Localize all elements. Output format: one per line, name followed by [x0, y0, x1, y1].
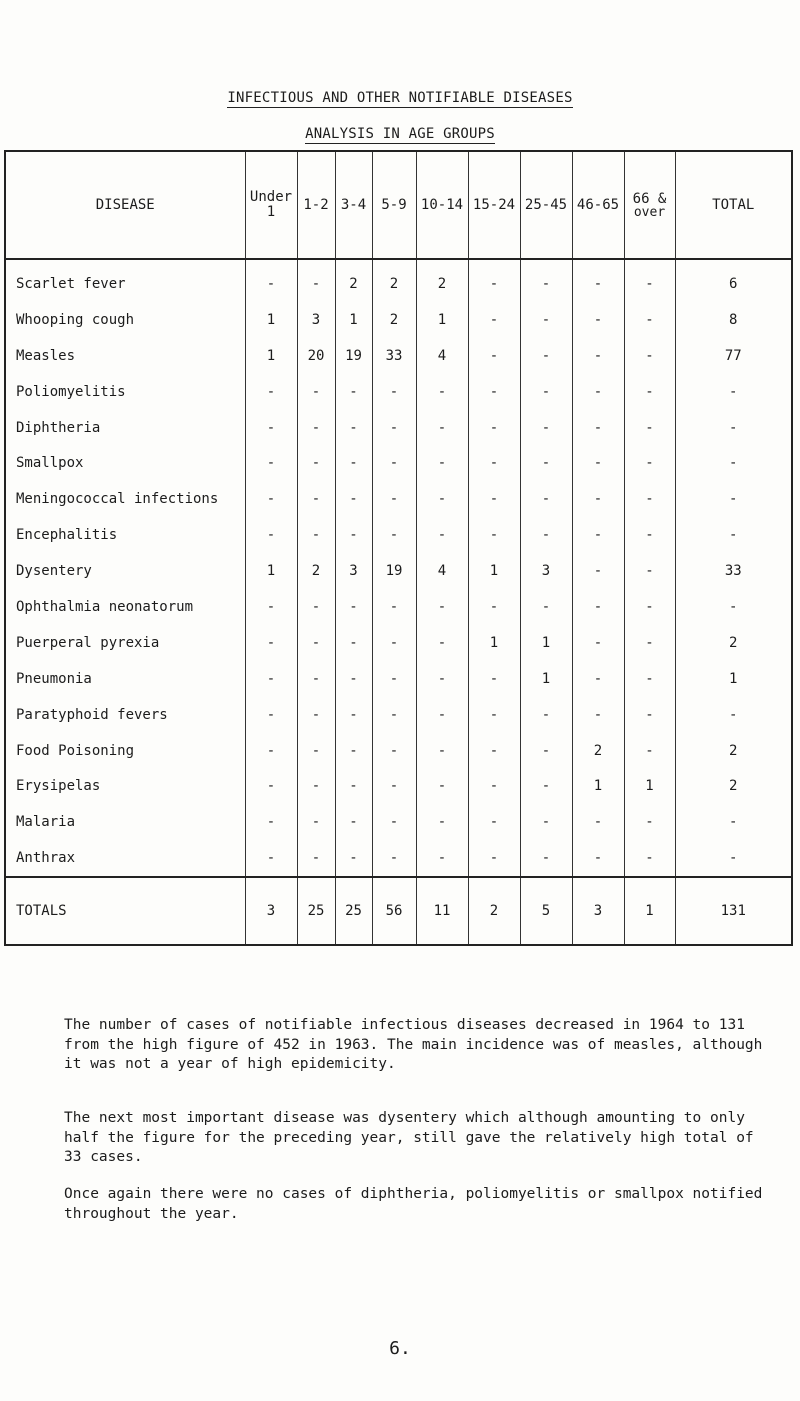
disease-name: Encephalitis	[5, 517, 245, 553]
count-cell: 1	[520, 625, 572, 661]
count-cell: -	[297, 768, 335, 804]
disease-name: Anthrax	[5, 840, 245, 877]
count-cell: 2	[335, 259, 372, 302]
count-cell: -	[520, 517, 572, 553]
count-cell: -	[335, 768, 372, 804]
table-row	[5, 481, 792, 517]
paragraph-dysentery: The next most important disease was dysentery which although amounting to only half the figure for the preceding year, still gave the relatively high total of 33 cases.	[64, 1110, 754, 1165]
count-cell: -	[372, 804, 416, 840]
count-cell: -	[520, 804, 572, 840]
total-cell: 56	[372, 877, 416, 945]
disease-name: Measles	[5, 338, 245, 374]
disease-name: Puerperal pyrexia	[5, 625, 245, 661]
count-cell: -	[572, 840, 624, 877]
count-cell: -	[520, 445, 572, 481]
disease-name: Paratyphoid fevers	[5, 697, 245, 733]
count-cell: -	[335, 661, 372, 697]
total-cell: 131	[675, 877, 792, 945]
total-cell: 25	[335, 877, 372, 945]
table-row	[5, 553, 792, 589]
count-cell: 2	[675, 625, 792, 661]
count-cell: -	[416, 625, 468, 661]
count-cell: -	[297, 259, 335, 302]
count-cell: -	[675, 481, 792, 517]
table-row	[5, 804, 792, 840]
count-cell: 8	[675, 302, 792, 338]
paragraph-notifiable-decrease: The number of cases of notifiable infectious diseases decreased in 1964 to 131 from the high figure of 452 in 1963. The main incidence was of measles, although it was not a year of high epidemicity.	[64, 1017, 763, 1072]
count-cell: -	[297, 589, 335, 625]
count-cell: 33	[675, 553, 792, 589]
count-cell: -	[624, 374, 675, 410]
count-cell: -	[624, 517, 675, 553]
count-cell: -	[335, 374, 372, 410]
count-cell: -	[245, 804, 297, 840]
count-cell: 1	[468, 625, 520, 661]
page-number: 6.	[389, 1338, 411, 1359]
count-cell: -	[468, 768, 520, 804]
count-cell: -	[468, 259, 520, 302]
count-cell: 1	[416, 302, 468, 338]
count-cell: 1	[245, 338, 297, 374]
count-cell: -	[335, 840, 372, 877]
count-cell: -	[245, 661, 297, 697]
count-cell: -	[297, 445, 335, 481]
count-cell: -	[372, 374, 416, 410]
disease-name: Whooping cough	[5, 302, 245, 338]
count-cell: -	[416, 661, 468, 697]
count-cell: -	[572, 338, 624, 374]
count-cell: 3	[335, 553, 372, 589]
count-cell: -	[245, 445, 297, 481]
count-cell: -	[416, 697, 468, 733]
count-cell: -	[624, 338, 675, 374]
header-1-2: 1-2	[297, 151, 335, 259]
total-cell: 2	[468, 877, 520, 945]
count-cell: 3	[297, 302, 335, 338]
count-cell: -	[245, 481, 297, 517]
count-cell: -	[624, 553, 675, 589]
count-cell: -	[675, 374, 792, 410]
count-cell: -	[468, 302, 520, 338]
count-cell: -	[675, 697, 792, 733]
count-cell: -	[245, 625, 297, 661]
count-cell: -	[245, 517, 297, 553]
total-cell: 1	[624, 877, 675, 945]
table-row	[5, 768, 792, 804]
count-cell: -	[297, 374, 335, 410]
table-row	[5, 374, 792, 410]
count-cell: 1	[468, 553, 520, 589]
count-cell: -	[245, 697, 297, 733]
count-cell: -	[416, 481, 468, 517]
count-cell: 2	[297, 553, 335, 589]
count-cell: -	[572, 410, 624, 446]
total-cell: 25	[297, 877, 335, 945]
total-cell: 3	[572, 877, 624, 945]
count-cell: -	[624, 661, 675, 697]
count-cell: -	[416, 733, 468, 769]
count-cell: 1	[245, 302, 297, 338]
count-cell: -	[468, 445, 520, 481]
table-row	[5, 697, 792, 733]
table-row	[5, 338, 792, 374]
disease-name: Poliomyelitis	[5, 374, 245, 410]
count-cell: -	[245, 410, 297, 446]
count-cell: 2	[372, 259, 416, 302]
count-cell: -	[572, 481, 624, 517]
count-cell: -	[624, 481, 675, 517]
count-cell: -	[297, 517, 335, 553]
count-cell: -	[245, 259, 297, 302]
count-cell: -	[335, 589, 372, 625]
count-cell: -	[335, 445, 372, 481]
count-cell: -	[372, 589, 416, 625]
header-5-9: 5-9	[372, 151, 416, 259]
page-subtitle: ANALYSIS IN AGE GROUPS	[305, 126, 495, 142]
count-cell: -	[372, 661, 416, 697]
count-cell: -	[372, 840, 416, 877]
count-cell: -	[624, 410, 675, 446]
count-cell: -	[572, 625, 624, 661]
count-cell: -	[335, 733, 372, 769]
count-cell: -	[297, 481, 335, 517]
count-cell: -	[468, 589, 520, 625]
count-cell: -	[372, 697, 416, 733]
count-cell: -	[297, 840, 335, 877]
count-cell: -	[245, 840, 297, 877]
count-cell: -	[572, 697, 624, 733]
page-title: INFECTIOUS AND OTHER NOTIFIABLE DISEASES	[227, 90, 573, 106]
total-cell: 3	[245, 877, 297, 945]
table-row	[5, 625, 792, 661]
count-cell: -	[675, 840, 792, 877]
count-cell: 2	[416, 259, 468, 302]
count-cell: -	[520, 410, 572, 446]
count-cell: -	[416, 445, 468, 481]
count-cell: -	[245, 733, 297, 769]
disease-name: Malaria	[5, 804, 245, 840]
disease-name: Food Poisoning	[5, 733, 245, 769]
count-cell: -	[416, 804, 468, 840]
count-cell: -	[675, 445, 792, 481]
table-row	[5, 517, 792, 553]
count-cell: -	[624, 697, 675, 733]
disease-name: Erysipelas	[5, 768, 245, 804]
count-cell: -	[624, 733, 675, 769]
count-cell: -	[520, 589, 572, 625]
header-under-1: Under 1	[245, 151, 297, 259]
table-row	[5, 589, 792, 625]
header-25-45: 25-45	[520, 151, 572, 259]
count-cell: -	[624, 589, 675, 625]
count-cell: 2	[372, 302, 416, 338]
count-cell: -	[335, 625, 372, 661]
count-cell: -	[572, 259, 624, 302]
count-cell: -	[297, 804, 335, 840]
count-cell: -	[335, 517, 372, 553]
count-cell: -	[520, 768, 572, 804]
count-cell: -	[335, 410, 372, 446]
totals-label: TOTALS	[5, 877, 245, 945]
count-cell: 33	[372, 338, 416, 374]
disease-name: Meningococcal infections	[5, 481, 245, 517]
count-cell: -	[624, 445, 675, 481]
disease-name: Ophthalmia neonatorum	[5, 589, 245, 625]
total-cell: 5	[520, 877, 572, 945]
count-cell: -	[520, 697, 572, 733]
count-cell: -	[624, 840, 675, 877]
count-cell: -	[372, 625, 416, 661]
count-cell: 3	[520, 553, 572, 589]
count-cell: -	[520, 840, 572, 877]
count-cell: -	[572, 553, 624, 589]
count-cell: 4	[416, 338, 468, 374]
count-cell: -	[335, 804, 372, 840]
count-cell: 77	[675, 338, 792, 374]
count-cell: -	[572, 804, 624, 840]
count-cell: -	[520, 733, 572, 769]
table-row	[5, 733, 792, 769]
table-row	[5, 840, 792, 877]
count-cell: -	[245, 589, 297, 625]
count-cell: -	[372, 445, 416, 481]
count-cell: 1	[675, 661, 792, 697]
header-46-65: 46-65	[572, 151, 624, 259]
count-cell: -	[520, 338, 572, 374]
count-cell: -	[572, 302, 624, 338]
count-cell: 2	[675, 733, 792, 769]
count-cell: -	[297, 697, 335, 733]
count-cell: -	[297, 733, 335, 769]
count-cell: -	[468, 410, 520, 446]
count-cell: -	[624, 259, 675, 302]
count-cell: -	[572, 589, 624, 625]
count-cell: -	[416, 840, 468, 877]
header-66-over: 66 & over	[624, 151, 675, 259]
table-row	[5, 259, 792, 302]
count-cell: 1	[624, 768, 675, 804]
count-cell: -	[675, 517, 792, 553]
count-cell: -	[468, 840, 520, 877]
count-cell: -	[372, 481, 416, 517]
count-cell: -	[468, 733, 520, 769]
count-cell: -	[372, 768, 416, 804]
count-cell: -	[468, 804, 520, 840]
disease-name: Dysentery	[5, 553, 245, 589]
count-cell: -	[416, 374, 468, 410]
count-cell: -	[372, 517, 416, 553]
count-cell: 19	[335, 338, 372, 374]
count-cell: -	[520, 481, 572, 517]
count-cell: -	[520, 374, 572, 410]
count-cell: 1	[520, 661, 572, 697]
disease-name: Pneumonia	[5, 661, 245, 697]
paragraph-no-cases: Once again there were no cases of diphtheria, poliomyelitis or smallpox notified throughout the year.	[64, 1186, 763, 1222]
count-cell: -	[468, 338, 520, 374]
count-cell: -	[245, 768, 297, 804]
count-cell: -	[572, 517, 624, 553]
disease-name: Scarlet fever	[5, 259, 245, 302]
count-cell: 19	[372, 553, 416, 589]
count-cell: -	[416, 768, 468, 804]
count-cell: -	[245, 374, 297, 410]
table-row	[5, 445, 792, 481]
count-cell: -	[675, 410, 792, 446]
count-cell: -	[572, 374, 624, 410]
count-cell: -	[416, 410, 468, 446]
count-cell: 4	[416, 553, 468, 589]
disease-name: Smallpox	[5, 445, 245, 481]
count-cell: 2	[572, 733, 624, 769]
count-cell: -	[416, 589, 468, 625]
count-cell: -	[468, 481, 520, 517]
count-cell: -	[416, 517, 468, 553]
count-cell: 20	[297, 338, 335, 374]
totals-row	[5, 877, 792, 945]
header-row	[5, 151, 792, 259]
count-cell: -	[520, 259, 572, 302]
count-cell: -	[468, 661, 520, 697]
disease-name: Diphtheria	[5, 410, 245, 446]
header-disease: DISEASE	[5, 151, 245, 259]
header-15-24: 15-24	[468, 151, 520, 259]
table-row	[5, 302, 792, 338]
count-cell: -	[572, 661, 624, 697]
count-cell: -	[624, 302, 675, 338]
count-cell: -	[335, 481, 372, 517]
count-cell: -	[335, 697, 372, 733]
count-cell: 6	[675, 259, 792, 302]
header-total: TOTAL	[675, 151, 792, 259]
table-row	[5, 410, 792, 446]
count-cell: -	[624, 625, 675, 661]
total-cell: 11	[416, 877, 468, 945]
count-cell: 1	[572, 768, 624, 804]
count-cell: -	[468, 697, 520, 733]
count-cell: -	[468, 517, 520, 553]
count-cell: -	[520, 302, 572, 338]
count-cell: -	[297, 410, 335, 446]
count-cell: -	[297, 661, 335, 697]
count-cell: -	[624, 804, 675, 840]
age-group-table	[4, 150, 793, 946]
count-cell: -	[372, 410, 416, 446]
count-cell: -	[675, 804, 792, 840]
count-cell: 1	[245, 553, 297, 589]
count-cell: -	[572, 445, 624, 481]
count-cell: 2	[675, 768, 792, 804]
header-3-4: 3-4	[335, 151, 372, 259]
count-cell: -	[468, 374, 520, 410]
table-row	[5, 661, 792, 697]
count-cell: -	[675, 589, 792, 625]
header-10-14: 10-14	[416, 151, 468, 259]
count-cell: -	[372, 733, 416, 769]
count-cell: 1	[335, 302, 372, 338]
count-cell: -	[297, 625, 335, 661]
